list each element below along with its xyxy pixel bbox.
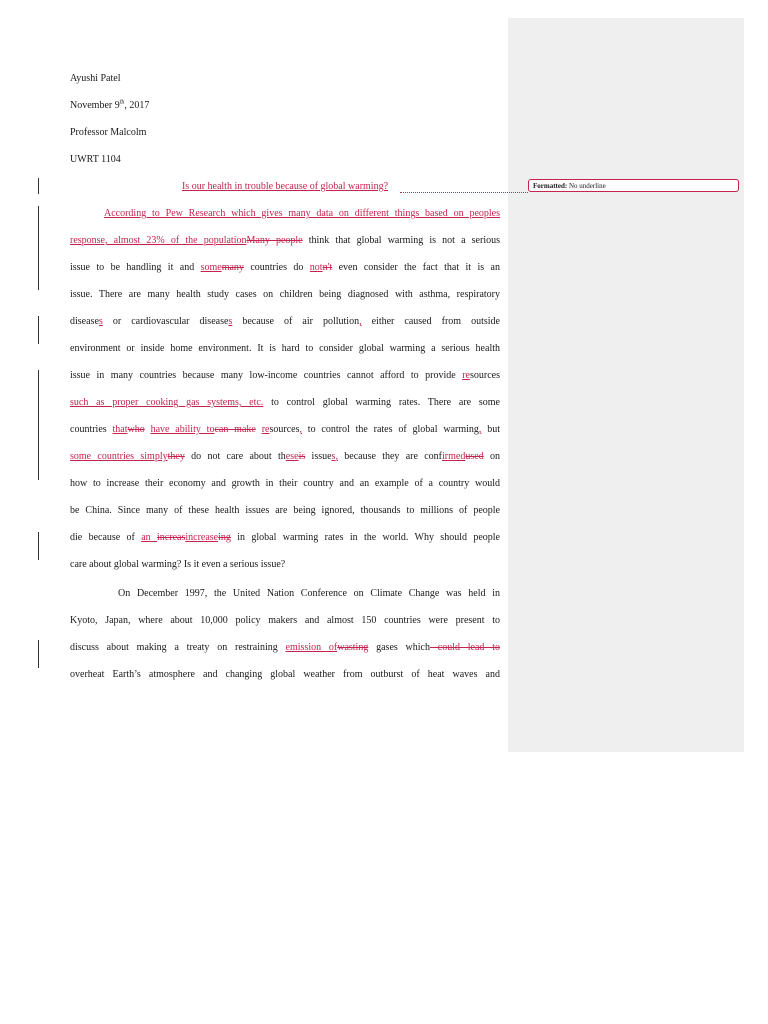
body-text: die because of [70,532,142,543]
inserted-text: increase [185,532,219,543]
inserted-text: , [359,316,362,327]
body-text: sources [269,424,300,435]
paragraph1-line8 [70,396,500,410]
inserted-text: have ability to [150,424,215,435]
inserted-text: an [141,532,158,543]
comment-value: No underline [567,182,606,190]
inserted-text: that [112,424,128,435]
essay-title [70,180,500,194]
inserted-text: According to Pew Research which gives many data on different things based on peoples [104,208,500,219]
paragraph2-line1: On December 1997, the United Nation Conference on Climate Change was held in [118,588,500,599]
change-bar [38,206,39,290]
deleted-text: wasting [337,642,369,653]
paragraph1-line11: how to increase their economy and growth in their country and an example of a country would [70,478,500,489]
inserted-text: , [299,424,302,435]
paragraph2-line3 [70,641,500,655]
formatting-comment[interactable] [528,179,739,192]
body-text: even consider the fact that it is an [332,262,500,273]
body-text: countries do [243,262,310,273]
author-name: Ayushi Patel [70,73,121,84]
body-text: but [481,424,501,435]
inserted-text: s [228,316,233,327]
inserted-text: emission of [285,642,338,653]
body-text: either caused from outside [361,316,500,327]
deleted-text: Many people [246,235,303,246]
body-text: because of air pollution [232,316,360,327]
deleted-text: many [221,262,244,273]
body-text: issue [305,451,332,462]
deleted-text: increas [157,532,186,543]
change-bar [38,316,39,344]
body-text: to control the rates of global warming [301,424,479,435]
deleted-text: n't [322,262,333,273]
deleted-text: is [298,451,306,462]
inserted-text: , [335,451,338,462]
body-text: countries [70,424,113,435]
deleted-text: who [127,424,145,435]
date-year: , 2017 [124,100,150,111]
inserted-text: s [98,316,103,327]
deleted-text: can make [214,424,256,435]
body-text: issue to be handling it and [70,262,201,273]
paragraph1-line13 [70,531,500,545]
body-text: gases which [368,642,430,653]
inserted-text: not [309,262,323,273]
deleted-text: used [465,451,484,462]
body-text: discuss about making a treaty on restraining [70,642,286,653]
inserted-text: s [331,451,336,462]
course-code: UWRT 1104 [70,154,121,165]
body-text: do not care about th [184,451,286,462]
paragraph1-line10 [70,450,500,464]
change-bar [38,178,39,194]
paragraph1-line3 [70,261,500,275]
body-text: sources [470,370,500,381]
inserted-text: irmed [442,451,466,462]
inserted-text: re [261,424,270,435]
deleted-text: could lead to [430,642,500,653]
body-text: to control global warming rates. There are some [263,397,500,408]
body-text: on [483,451,501,462]
paragraph2-line2: Kyoto, Japan, where about 10,000 policy makers and almost 150 countries were present to [70,615,500,626]
paragraph1-line6: environment or inside home environment. It is hard to consider global warming a serious health [70,343,500,354]
title-text: Is our health in trouble because of global warming? [181,181,389,192]
deleted-text: ing [218,532,231,543]
change-bar [38,532,39,560]
body-text: because they are conf [337,451,443,462]
inserted-text: some countries simply [70,451,168,462]
paragraph1-line2 [70,234,500,248]
inserted-text: some [200,262,222,273]
inserted-text: ese [285,451,299,462]
paragraph1-line14: care about global warming? Is it even a serious issue? [70,559,286,570]
body-text: or cardiovascular disease [102,316,229,327]
inserted-text: re [462,370,470,381]
paragraph1-line5 [70,315,500,329]
body-text: in global warming rates in the world. Why should people [230,532,500,543]
deleted-text: they [167,451,185,462]
body-text: think that global warming is not a serious [302,235,500,246]
professor-name: Professor Malcolm [70,127,147,138]
paragraph1-line12: be China. Since many of these health issues are being ignored, thousands to millions of people [70,505,500,516]
date-month: November 9 [70,100,120,111]
comment-pane [508,18,744,752]
comment-label: Formatted: [533,182,568,190]
inserted-text: , [478,424,482,435]
paragraph1-line4: issue. There are many health study cases on children being diagnosed with asthma, respiratory [70,289,500,300]
change-bar [38,370,39,480]
inserted-text: response, almost 23% of the population [70,235,247,246]
body-text: issue in many countries because many low-income countries cannot afford to provide [70,370,463,381]
paragraph1-line9 [70,423,500,437]
date-suffix: th [119,99,125,106]
body-text: disease [70,316,99,327]
inserted-text: such as proper cooking gas systems, etc. [70,397,264,408]
paragraph1-line1 [70,207,500,221]
paragraph2-line4: overheat Earth’s atmosphere and changing global weather from outburst of heat waves and [70,669,500,680]
date-line [70,99,500,113]
change-bar [38,640,39,668]
paragraph1-line7 [70,369,500,383]
